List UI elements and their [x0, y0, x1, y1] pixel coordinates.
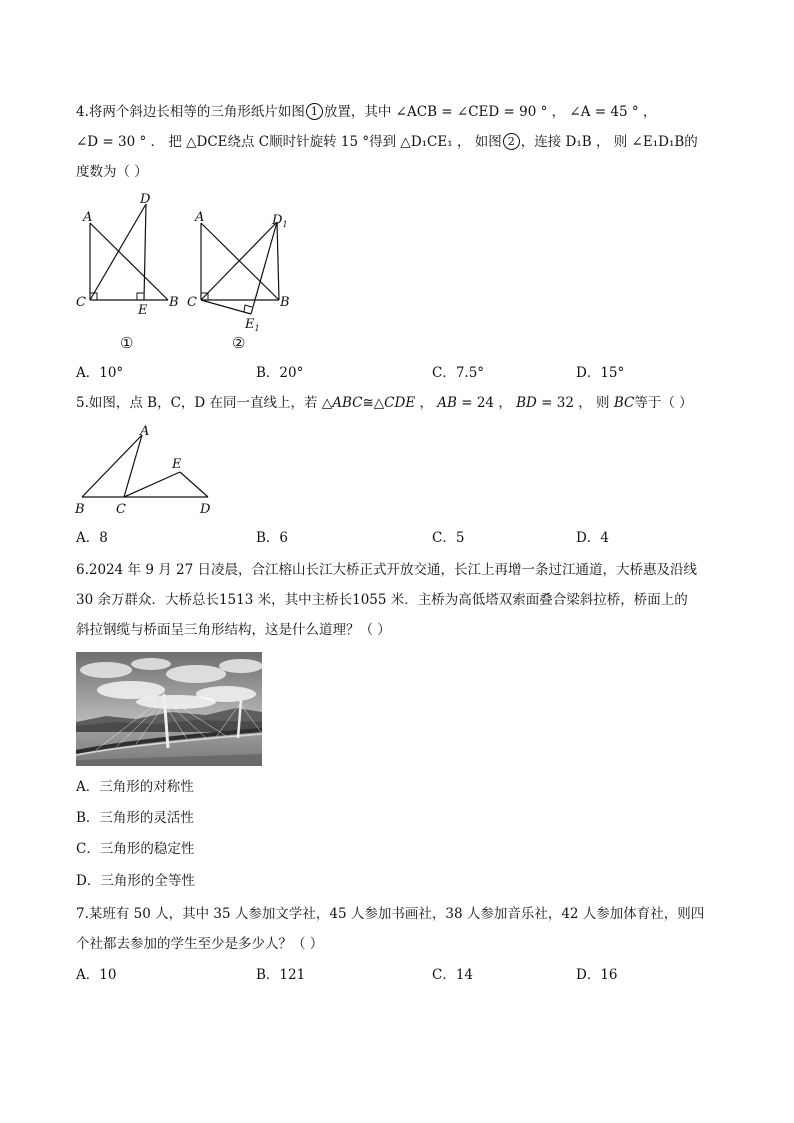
q6-option-b[interactable]: B．三角形的灵活性: [76, 810, 194, 826]
q4-stem-line2: ∠D = 30 ° ． 把 △DCE绕点 C顺时针旋转 15 °得到 △D₁CE₁ ， 如图 2 ，连接 D₁B ， 则 ∠E₁D₁B的: [76, 134, 698, 150]
bridge-photo: [76, 652, 262, 766]
label-D: D: [140, 192, 151, 207]
label-C: C: [116, 502, 126, 517]
label-D1: $D_1$: [272, 213, 288, 229]
figure-caption-2: ②: [232, 334, 246, 352]
q5-option-a[interactable]: A．8: [76, 530, 108, 546]
q7-stem-line2: 个社都去参加的学生至少是多少人？（ ）: [76, 936, 324, 952]
label-C: C: [76, 295, 86, 310]
q4-figure-1: [72, 190, 184, 355]
q4-option-a[interactable]: A．10°: [76, 365, 124, 381]
label-E1: $E_1$: [245, 317, 260, 333]
label-D: D: [200, 502, 211, 517]
q5-option-c[interactable]: C．5: [432, 530, 465, 546]
label-A: A: [140, 424, 150, 439]
q7-option-d[interactable]: D．16: [576, 967, 618, 983]
q6-stem-line3: 斜拉钢缆与桥面呈三角形结构，这是什么道理？（ ）: [76, 622, 391, 638]
label-E: E: [172, 457, 182, 472]
label-B: B: [280, 295, 290, 310]
q4-figure-2: [184, 190, 296, 355]
q4-option-d[interactable]: D．15°: [576, 365, 625, 381]
q6-option-a[interactable]: A．三角形的对称性: [76, 779, 194, 795]
q4-option-c[interactable]: C．7.5°: [432, 365, 485, 381]
q7-option-c[interactable]: C．14: [432, 967, 474, 983]
q5-option-b[interactable]: B．6: [256, 530, 289, 546]
label-B: B: [75, 502, 85, 517]
q7-option-a[interactable]: A．10: [76, 967, 117, 983]
q6-option-d[interactable]: D．三角形的全等性: [76, 873, 195, 889]
q7-option-b[interactable]: B．121: [256, 967, 306, 983]
circled-number-1: 1: [306, 103, 323, 120]
q7-stem-line1: 7.某班有 50 人，其中 35 人参加文学社，45 人参加书画社，38 人参加音乐社，42 人参加体育社，则四: [76, 906, 705, 922]
figure-caption-1: ①: [120, 334, 134, 352]
q5-stem: 5.如图，点 B，C，D 在同一直线上，若 △ABC≅△CDE ， AB = 24 ， BD = 32 ， 则 BC等于（ ）: [76, 395, 693, 411]
q5-figure: [72, 420, 222, 520]
q6-stem-line1: 6.2024 年 9 月 27 日凌晨，合江榕山长江大桥正式开放交通，长江上再增一条过江通道，大桥惠及沿线: [76, 562, 697, 578]
q4-stem-line3: 度数为（ ）: [76, 164, 148, 180]
q6-stem-line2: 30 余万群众．大桥总长1513 米，其中主桥长1055 米．主桥为高低塔双索面叠合梁斜拉桥，桥面上的: [76, 592, 688, 608]
label-C: C: [187, 295, 197, 310]
q4-option-b[interactable]: B．20°: [256, 365, 304, 381]
label-A: A: [83, 210, 93, 225]
label-B: B: [169, 295, 179, 310]
q5-option-d[interactable]: D．4: [576, 530, 609, 546]
q4-stem-line1: 4.将两个斜边长相等的三角形纸片如图 1 放置，其中 ∠ACB = ∠CED = 90 ° ， ∠A = 45 ° ，: [76, 104, 657, 120]
label-A: A: [195, 210, 205, 225]
q6-option-c[interactable]: C．三角形的稳定性: [76, 841, 195, 857]
label-E: E: [138, 303, 148, 318]
circled-number-2: 2: [503, 133, 520, 150]
